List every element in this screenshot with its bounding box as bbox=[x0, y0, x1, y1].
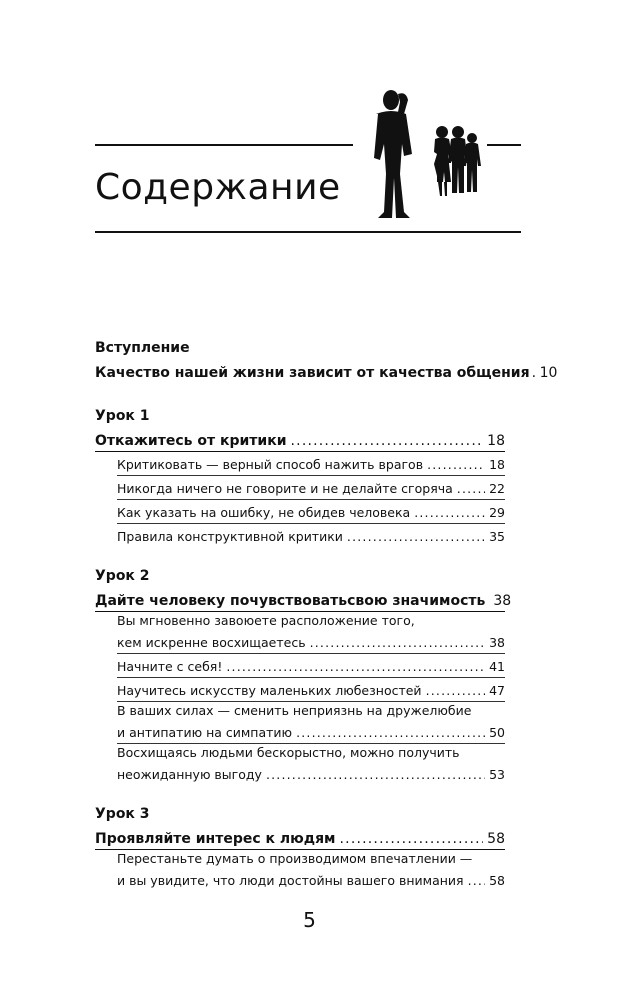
toc-separator bbox=[95, 849, 505, 850]
dot-leader bbox=[340, 830, 484, 848]
dot-leader bbox=[310, 634, 486, 652]
dot-leader bbox=[532, 364, 538, 382]
header-rule-right bbox=[487, 144, 521, 146]
toc-subentry[interactable]: Правила конструктивной критики ..... 35 bbox=[117, 524, 505, 546]
dot-leader bbox=[427, 456, 485, 474]
toc-entry[interactable]: Проявляйте интерес к людям ..... 58 bbox=[95, 826, 505, 848]
header-rule-left bbox=[95, 144, 353, 146]
dot-leader bbox=[291, 432, 484, 450]
toc-subentry[interactable]: неожиданную выгоду ..... 53 bbox=[117, 762, 505, 784]
toc-subentry[interactable]: Как указать на ошибку, не обидев человека ..... 29 bbox=[117, 500, 505, 522]
toc-separator bbox=[95, 611, 505, 612]
toc-subentry[interactable]: и антипатию на симпатию ..... 50 bbox=[117, 720, 505, 742]
toc-lesson1-heading: Урок 1 bbox=[95, 408, 150, 424]
dot-leader bbox=[296, 724, 485, 742]
toc-separator bbox=[117, 701, 505, 702]
toc-entry[interactable]: Дайте человеку почувствоватьсвою значимость 38 bbox=[95, 593, 512, 609]
toc-entry[interactable]: Качество нашей жизни зависит от качества общения ..... 10 bbox=[95, 360, 505, 382]
toc-subentry[interactable]: Никогда ничего не говорите и не делайте сгоряча ..... 22 bbox=[117, 476, 505, 498]
toc-intro-heading: Вступление bbox=[95, 340, 190, 356]
toc-subentry[interactable]: кем искренне восхищаетесь ..... 38 bbox=[117, 630, 505, 652]
dot-leader bbox=[468, 872, 486, 890]
dot-leader bbox=[414, 504, 485, 522]
toc-subentry[interactable]: Научитесь искусству маленьких любезностей ..... 47 bbox=[117, 678, 505, 700]
dot-leader bbox=[426, 682, 486, 700]
toc-subentry[interactable]: Критиковать — верный способ нажить врагов ..... 18 bbox=[117, 452, 505, 474]
toc-subentry-line1: В ваших силах — сменить неприязнь на дружелюбие bbox=[117, 703, 472, 718]
toc-subentry-line1: Восхищаясь людьми бескорыстно, можно получить bbox=[117, 745, 460, 760]
page-title: Содержание bbox=[95, 167, 341, 208]
dot-leader bbox=[226, 658, 485, 676]
toc-lesson3-heading: Урок 3 bbox=[95, 806, 150, 822]
toc-subentry[interactable]: и вы увидите, что люди достойны вашего внимания ..... 58 bbox=[117, 868, 505, 890]
page-number: 5 bbox=[303, 908, 316, 932]
toc-entry[interactable]: Откажитесь от критики ..... 18 bbox=[95, 428, 505, 450]
toc-lesson2-heading: Урок 2 bbox=[95, 568, 150, 584]
dot-leader bbox=[457, 480, 485, 498]
header-rule-bottom bbox=[95, 231, 521, 233]
dot-leader bbox=[266, 766, 485, 784]
business-people-illustration bbox=[356, 88, 486, 223]
toc-subentry-line1: Вы мгновенно завоюете расположение того, bbox=[117, 613, 415, 628]
dot-leader bbox=[347, 528, 485, 546]
toc-subentry-line1: Перестаньте думать о производимом впечатлении — bbox=[117, 851, 473, 866]
toc-subentry[interactable]: Начните с себя! ..... 41 bbox=[117, 654, 505, 676]
toc-separator bbox=[117, 743, 505, 744]
